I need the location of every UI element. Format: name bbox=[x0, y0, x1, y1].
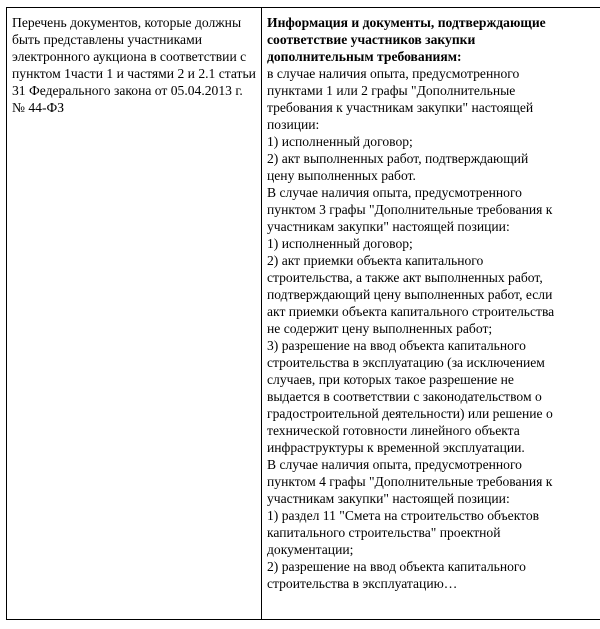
requirements-line: требования к участникам закупки" настоящей bbox=[267, 100, 534, 115]
requirements-line: инфраструктуры к временной эксплуатации. bbox=[267, 440, 525, 455]
requirements-line: В случае наличия опыта, предусмотренного bbox=[267, 457, 522, 472]
requirements-line: технической готовности линейного объекта bbox=[267, 423, 520, 438]
requirements-line: капитального строительства" проектной bbox=[267, 525, 501, 540]
requirements-line: участникам закупки" настоящей позиции: bbox=[267, 491, 510, 506]
requirements-line: акт приемки объекта капитального строительства bbox=[267, 304, 555, 319]
requirements-line: пунктом 4 графы "Дополнительные требования к bbox=[267, 474, 553, 489]
requirements-title-line: Информация и документы, подтверждающие bbox=[267, 15, 546, 30]
requirements-line: 1) раздел 11 "Смета на строительство объектов bbox=[267, 508, 540, 523]
requirements-line: строительства, а также акт выполненных работ, bbox=[267, 270, 543, 285]
requirements-line: позиции: bbox=[267, 117, 320, 132]
requirements-line: выдается в соответствии с законодательством о bbox=[267, 389, 542, 404]
requirements-line: градостроительной деятельности) или решение о bbox=[267, 406, 553, 421]
requirements-line: случаев, при которых такое разрешение не bbox=[267, 372, 514, 387]
requirements-line: строительства в эксплуатацию… bbox=[267, 576, 458, 591]
requirements-line: 3) разрешение на ввод объекта капитального bbox=[267, 338, 526, 353]
requirements-line: участникам закупки" настоящей позиции: bbox=[267, 219, 510, 234]
requirements-title-line: соответствие участников закупки bbox=[267, 32, 476, 47]
documents-list-text: Перечень документов, которые должны быть представлены участниками электронного аукциона в соответствии с пунктом 1части 1 и частями 2 и 2.1 статьи 31 Федерального закона от 05.04.2013 г. № 44-ФЗ bbox=[12, 15, 256, 115]
requirements-line: В случае наличия опыта, предусмотренного bbox=[267, 185, 522, 200]
requirements-line: 2) акт приемки объекта капитального bbox=[267, 253, 484, 268]
requirements-line: строительства в эксплуатацию (за исключением bbox=[267, 355, 545, 370]
requirements-line: 1) исполненный договор; bbox=[267, 134, 413, 149]
requirements-line: 1) исполненный договор; bbox=[267, 236, 413, 251]
requirements-table bbox=[6, 7, 600, 620]
requirements-info-cell bbox=[262, 8, 600, 620]
requirements-line: цену выполненных работ. bbox=[267, 168, 416, 183]
requirements-line: не содержит цену выполненных работ; bbox=[267, 321, 493, 336]
requirements-line: в случае наличия опыта, предусмотренного bbox=[267, 66, 520, 81]
requirements-line: пунктами 1 или 2 графы "Дополнительные bbox=[267, 83, 516, 98]
requirements-title-line: дополнительным требованиям: bbox=[267, 49, 462, 64]
table-row bbox=[7, 8, 600, 620]
requirements-line: пунктом 3 графы "Дополнительные требования к bbox=[267, 202, 553, 217]
documents-list-cell bbox=[7, 8, 262, 620]
requirements-line: документации; bbox=[267, 542, 354, 557]
requirements-line: 2) разрешение на ввод объекта капитального bbox=[267, 559, 526, 574]
requirements-line: 2) акт выполненных работ, подтверждающий bbox=[267, 151, 529, 166]
requirements-line: подтверждающий цену выполненных работ, если bbox=[267, 287, 553, 302]
